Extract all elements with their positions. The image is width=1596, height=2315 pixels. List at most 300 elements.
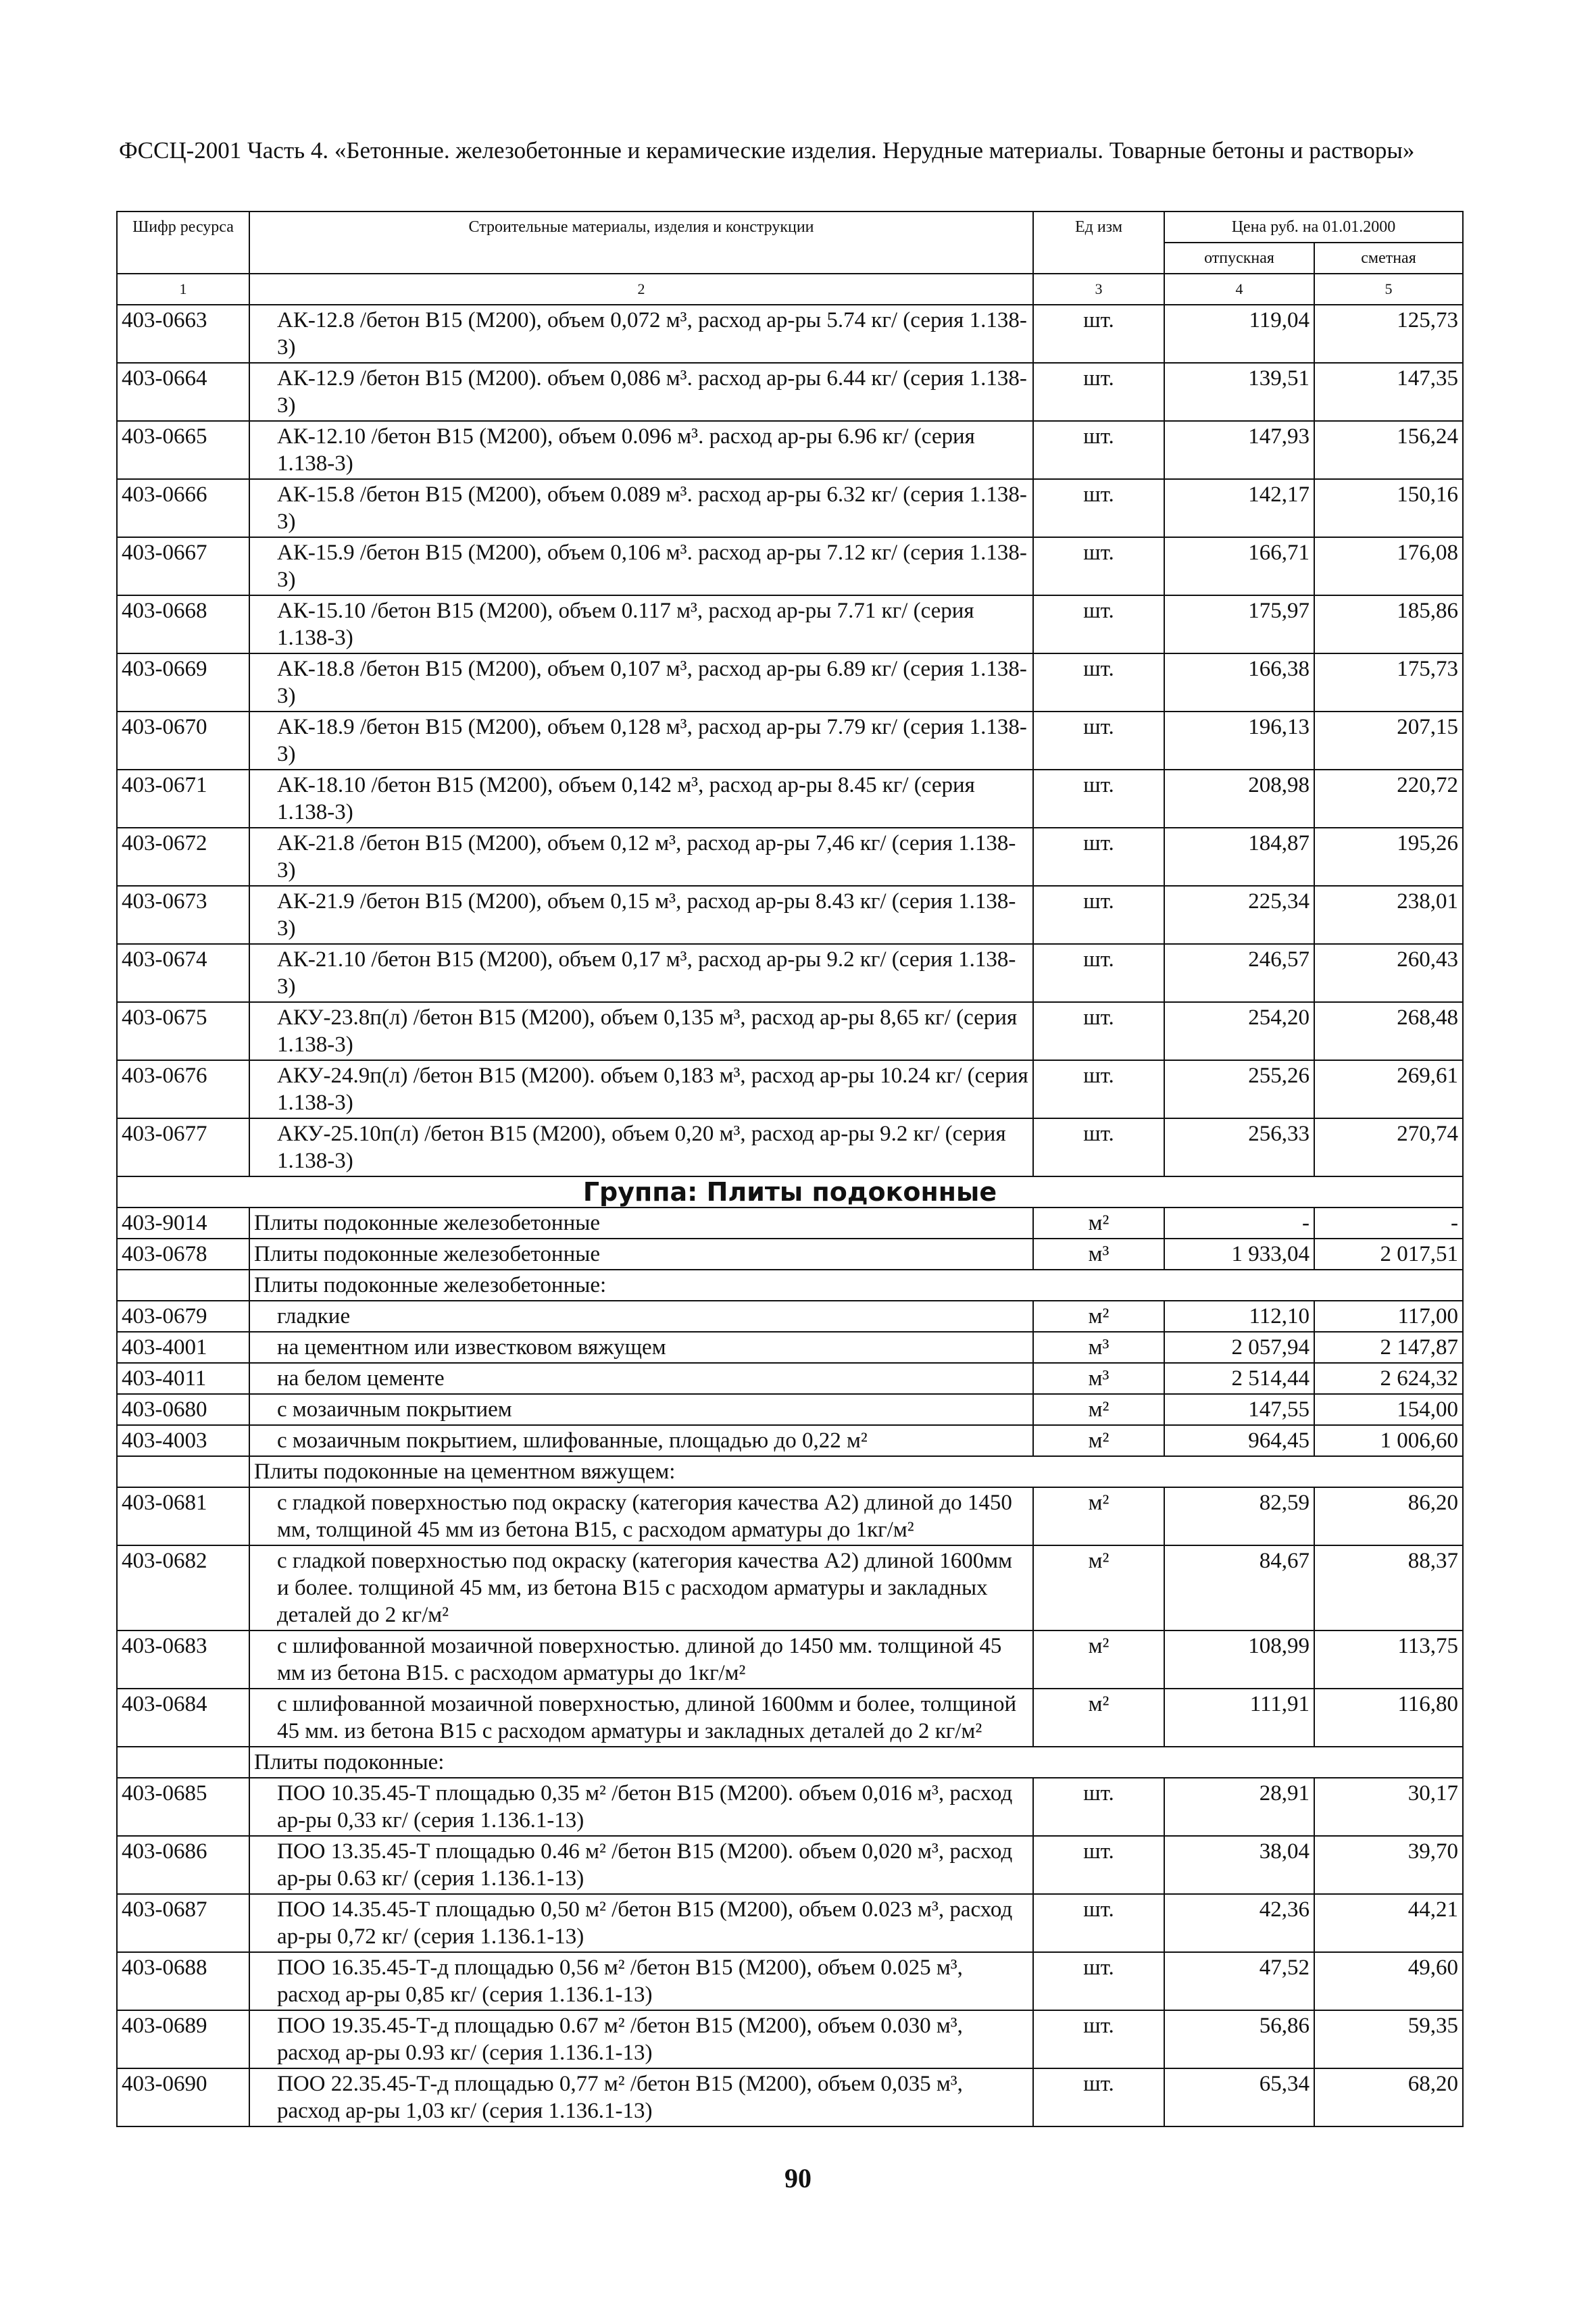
cell-name-text: с шлифованной мозаичной поверхностью, длиной 1600мм и более, толщиной 45 мм. из бетона В15 с расходом арматуры и закладных деталей до 2 кг/м²: [277, 1692, 1017, 1743]
table-row: [117, 1363, 1463, 1394]
cell-name-text: АК-18.8 /бетон В15 (М200), объем 0,107 м³, расход ар-ры 6.89 кг/ (серия 1.138-3): [277, 657, 1027, 708]
cell-release-price: [1164, 1060, 1314, 1118]
cell-estimate-price-text: 154,00: [1397, 1397, 1458, 1422]
cell-release-price: [1164, 1239, 1314, 1270]
cell-unit: [1033, 944, 1164, 1002]
cell-name: [249, 944, 1033, 1002]
cell-release-price-text: 47,52: [1259, 1956, 1310, 1980]
cell-release-price-text: 166,71: [1248, 541, 1310, 565]
cell-estimate-price: [1314, 1060, 1463, 1118]
cell-unit: [1033, 1631, 1164, 1689]
cell-release-price-text: 166,38: [1248, 657, 1310, 681]
cell-name: [249, 1778, 1033, 1836]
cell-code: [117, 1631, 249, 1689]
cell-code-text: 403-0687: [122, 1897, 207, 1922]
cell-estimate-price: [1314, 1363, 1463, 1394]
cell-unit-text: м²: [1088, 1634, 1109, 1658]
cell-release-price: [1164, 1208, 1314, 1239]
cell-release-price-text: 246,57: [1248, 947, 1310, 972]
cell-estimate-price: [1314, 1545, 1463, 1631]
cell-name-text: ПОО 22.35.45-Т-д площадью 0,77 м² /бетон В15 (М200), объем 0,035 м³, расход ар-ры 1,03 кг/ (серия 1.136.1-13): [277, 2072, 963, 2123]
table-row: [117, 1002, 1463, 1060]
cell-release-price: [1164, 1394, 1314, 1425]
table-row: [117, 1118, 1463, 1176]
cell-estimate-price-text: 238,01: [1397, 889, 1458, 914]
cell-unit-text: шт.: [1083, 308, 1114, 332]
cell-name: [249, 1118, 1033, 1176]
cell-release-price: [1164, 1332, 1314, 1363]
cell-name-text: АК-21.10 /бетон В15 (М200), объем 0,17 м³, расход ар-ры 9.2 кг/ (серия 1.138-3): [277, 947, 1016, 999]
cell-release-price-text: 147,93: [1248, 424, 1310, 449]
cell-unit: [1033, 1332, 1164, 1363]
cell-release-price-text: 65,34: [1259, 2072, 1310, 2096]
cell-code: [117, 1002, 249, 1060]
cell-name: [249, 1060, 1033, 1118]
cell-code-text: 403-0686: [122, 1839, 207, 1864]
cell-release-price: [1164, 1363, 1314, 1394]
table-row: [117, 1894, 1463, 1952]
cell-release-price: [1164, 479, 1314, 537]
col-number: 3: [1033, 274, 1164, 305]
cell-estimate-price: [1314, 1487, 1463, 1545]
table-row: [117, 1689, 1463, 1747]
cell-release-price: [1164, 1545, 1314, 1631]
cell-code: [117, 1118, 249, 1176]
cell-estimate-price: [1314, 1836, 1463, 1894]
cell-estimate-price: [1314, 2068, 1463, 2126]
cell-name: [249, 1301, 1033, 1332]
cell-code: [117, 1363, 249, 1394]
cell-code: [117, 712, 249, 770]
table-row: [117, 595, 1463, 653]
cell-release-price: [1164, 1689, 1314, 1747]
cell-estimate-price: [1314, 828, 1463, 886]
cell-unit-text: шт.: [1083, 831, 1114, 855]
cell-release-price-text: 84,67: [1259, 1549, 1310, 1573]
cell-code: [117, 1689, 249, 1747]
cell-unit: [1033, 828, 1164, 886]
cell-estimate-price-text: 117,00: [1397, 1304, 1458, 1328]
cell-unit-text: шт.: [1083, 947, 1114, 972]
empty-cell: [117, 1456, 249, 1487]
cell-name: [249, 305, 1033, 363]
table-row: [117, 653, 1463, 712]
cell-release-price-text: 28,91: [1259, 1781, 1310, 1806]
cell-code: [117, 537, 249, 595]
header-unit: Ед изм: [1033, 211, 1164, 274]
cell-code-text: 403-0666: [122, 482, 207, 507]
table-row: [117, 770, 1463, 828]
cell-unit-text: м²: [1088, 1397, 1109, 1422]
table-row: [117, 421, 1463, 479]
cell-unit-text: шт.: [1083, 1839, 1114, 1864]
cell-name: [249, 653, 1033, 712]
cell-code-text: 403-9014: [122, 1211, 207, 1235]
cell-name: [249, 1332, 1033, 1363]
cell-name-text: ПОО 16.35.45-Т-д площадью 0,56 м² /бетон В15 (М200), объем 0.025 м³, расход ар-ры 0,85 кг/ (серия 1.136.1-13): [277, 1956, 963, 2007]
table-row: [117, 828, 1463, 886]
cell-name-text: на цементном или известковом вяжущем: [277, 1335, 666, 1360]
cell-code: [117, 1545, 249, 1631]
cell-code: [117, 1301, 249, 1332]
cell-unit: [1033, 595, 1164, 653]
cell-unit-text: шт.: [1083, 1005, 1114, 1030]
cell-unit: [1033, 1002, 1164, 1060]
table-row: [117, 1545, 1463, 1631]
cell-estimate-price: [1314, 537, 1463, 595]
cell-name: [249, 537, 1033, 595]
cell-release-price: [1164, 1487, 1314, 1545]
cell-release-price: [1164, 1952, 1314, 2010]
cell-name: [249, 1894, 1033, 1952]
cell-estimate-price-text: -: [1451, 1211, 1458, 1235]
cell-name-text: АК-18.9 /бетон В15 (М200), объем 0,128 м³, расход ар-ры 7.79 кг/ (серия 1.138-3): [277, 715, 1027, 766]
cell-name: [249, 1425, 1033, 1456]
cell-code-text: 403-0672: [122, 831, 207, 855]
cell-name: [249, 421, 1033, 479]
cell-code-text: 403-0676: [122, 1064, 207, 1088]
cell-release-price: [1164, 363, 1314, 421]
cell-name-text: АК-21.8 /бетон В15 (М200), объем 0,12 м³, расход ар-ры 7,46 кг/ (серия 1.138-3): [277, 831, 1016, 882]
cell-unit: [1033, 1363, 1164, 1394]
cell-code-text: 403-0677: [122, 1122, 207, 1146]
cell-estimate-price-text: 269,61: [1397, 1064, 1458, 1088]
cell-release-price: [1164, 2010, 1314, 2068]
cell-estimate-price-text: 1 006,60: [1380, 1428, 1458, 1453]
cell-unit: [1033, 653, 1164, 712]
cell-unit: [1033, 1208, 1164, 1239]
cell-estimate-price: [1314, 1631, 1463, 1689]
cell-name-text: АК-15.9 /бетон В15 (М200), объем 0,106 м³. расход ар-ры 7.12 кг/ (серия 1.138-3): [277, 541, 1027, 592]
cell-unit-text: м²: [1088, 1491, 1109, 1515]
cell-release-price-text: -: [1302, 1211, 1310, 1235]
cell-release-price-text: 111,91: [1249, 1692, 1310, 1716]
cell-name-text: Плиты подоконные железобетонные: [254, 1211, 601, 1235]
cell-name-text: с шлифованной мозаичной поверхностью. длиной до 1450 мм. толщиной 45 мм из бетона В15. с расходом арматуры до 1кг/м²: [277, 1634, 1002, 1685]
cell-release-price-text: 196,13: [1248, 715, 1310, 739]
cell-code: [117, 2010, 249, 2068]
cell-unit: [1033, 770, 1164, 828]
cell-estimate-price-text: 39,70: [1407, 1839, 1458, 1864]
cell-unit-text: шт.: [1083, 599, 1114, 623]
cell-estimate-price: [1314, 944, 1463, 1002]
cell-unit: [1033, 479, 1164, 537]
cell-name: [249, 1208, 1033, 1239]
col-number: 1: [117, 274, 249, 305]
cell-unit: [1033, 1425, 1164, 1456]
cell-release-price-text: 112,10: [1249, 1304, 1310, 1328]
cell-estimate-price-text: 175,73: [1397, 657, 1458, 681]
cell-code: [117, 305, 249, 363]
cell-name-text: ПОО 19.35.45-Т-д площадью 0.67 м² /бетон В15 (М200), объем 0.030 м³, расход ар-ры 0.93 кг/ (серия 1.136.1-13): [277, 2014, 963, 2065]
cell-estimate-price: [1314, 363, 1463, 421]
cell-estimate-price-text: 2 017,51: [1380, 1242, 1458, 1266]
cell-release-price: [1164, 712, 1314, 770]
cell-release-price: [1164, 828, 1314, 886]
cell-release-price: [1164, 1118, 1314, 1176]
cell-code-text: 403-0669: [122, 657, 207, 681]
cell-name-text: АК-21.9 /бетон В15 (М200), объем 0,15 м³, расход ар-ры 8.43 кг/ (серия 1.138-3): [277, 889, 1016, 941]
cell-unit-text: шт.: [1083, 1122, 1114, 1146]
cell-estimate-price: [1314, 1894, 1463, 1952]
cell-release-price: [1164, 1425, 1314, 1456]
cell-name-text: ПОО 13.35.45-Т площадью 0.46 м² /бетон В15 (М200). объем 0,020 м³, расход ар-ры 0.63 кг/ (серия 1.136.1-13): [277, 1839, 1013, 1891]
cell-unit-text: м²: [1088, 1304, 1109, 1328]
cell-code-text: 403-0668: [122, 599, 207, 623]
cell-release-price: [1164, 653, 1314, 712]
page-number: 90: [784, 2163, 812, 2193]
cell-estimate-price-text: 270,74: [1397, 1122, 1458, 1146]
cell-unit: [1033, 1952, 1164, 2010]
cell-unit: [1033, 1894, 1164, 1952]
cell-release-price: [1164, 421, 1314, 479]
cell-code-text: 403-0670: [122, 715, 207, 739]
cell-release-price: [1164, 1836, 1314, 1894]
cell-unit: [1033, 1239, 1164, 1270]
cell-name: [249, 1363, 1033, 1394]
cell-estimate-price-text: 49,60: [1407, 1956, 1458, 1980]
cell-name-text: гладкие: [277, 1304, 351, 1328]
cell-unit-text: м²: [1088, 1211, 1109, 1235]
cell-estimate-price: [1314, 421, 1463, 479]
cell-name-text: с гладкой поверхностью под окраску (категория качества А2) длиной до 1450 мм, толщиной 45 мм из бетона В15, с расходом арматуры до 1кг/м²: [277, 1491, 1012, 1542]
cell-name: [249, 712, 1033, 770]
cell-code: [117, 886, 249, 944]
table-row: [117, 1778, 1463, 1836]
cell-unit: [1033, 421, 1164, 479]
col-number: 2: [249, 274, 1033, 305]
cell-release-price: [1164, 1631, 1314, 1689]
cell-code: [117, 421, 249, 479]
cell-name-text: АК-12.8 /бетон В15 (М200), объем 0,072 м³, расход ар-ры 5.74 кг/ (серия 1.138-3): [277, 308, 1027, 359]
cell-code-text: 403-0685: [122, 1781, 207, 1806]
cell-unit-text: шт.: [1083, 482, 1114, 507]
cell-estimate-price-text: 260,43: [1397, 947, 1458, 972]
table-row: [117, 1952, 1463, 2010]
table-section-poo: [117, 1778, 1463, 2126]
cell-code: [117, 653, 249, 712]
cell-name-text: АК-18.10 /бетон В15 (М200), объем 0,142 м³, расход ар-ры 8.45 кг/ (серия 1.138-3): [277, 773, 975, 824]
table-row: [117, 1425, 1463, 1456]
cell-estimate-price: [1314, 1332, 1463, 1363]
cell-release-price-text: 108,99: [1248, 1634, 1310, 1658]
cell-release-price-text: 82,59: [1259, 1491, 1310, 1515]
cell-estimate-price-text: 147,35: [1397, 366, 1458, 391]
table-row: [117, 1208, 1463, 1239]
empty-cell: [117, 1747, 249, 1778]
cell-unit: [1033, 305, 1164, 363]
table-section-plates: [117, 1208, 1463, 1270]
cell-name: [249, 770, 1033, 828]
cell-unit: [1033, 1836, 1164, 1894]
cell-estimate-price: [1314, 1301, 1463, 1332]
cell-code-text: 403-0665: [122, 424, 207, 449]
cell-code-text: 403-0667: [122, 541, 207, 565]
cell-estimate-price: [1314, 886, 1463, 944]
cell-estimate-price-text: 113,75: [1397, 1634, 1458, 1658]
cell-estimate-price-text: 125,73: [1397, 308, 1458, 332]
cell-code: [117, 770, 249, 828]
cell-code-text: 403-4003: [122, 1428, 207, 1453]
cell-name: [249, 1394, 1033, 1425]
cell-name-text: Плиты подоконные железобетонные: [254, 1242, 601, 1266]
cell-estimate-price: [1314, 479, 1463, 537]
cell-code-text: 403-0681: [122, 1491, 207, 1515]
cell-release-price-text: 56,86: [1259, 2014, 1310, 2038]
cell-release-price: [1164, 305, 1314, 363]
cell-estimate-price-text: 30,17: [1407, 1781, 1458, 1806]
table-row: [117, 2010, 1463, 2068]
subheading: Плиты подоконные железобетонные:: [249, 1270, 1463, 1301]
table-section-plates-cement: [117, 1487, 1463, 1747]
cell-unit-text: шт.: [1083, 657, 1114, 681]
cell-name: [249, 1487, 1033, 1545]
cell-unit-text: м²: [1088, 1692, 1109, 1716]
table-row: [117, 363, 1463, 421]
cell-release-price-text: 38,04: [1259, 1839, 1310, 1864]
cell-unit: [1033, 1060, 1164, 1118]
cell-unit: [1033, 537, 1164, 595]
group-title: Группа: Плиты подоконные: [117, 1176, 1463, 1208]
header-price: Цена руб. на 01.01.2000: [1164, 211, 1463, 243]
cell-estimate-price-text: 116,80: [1397, 1692, 1458, 1716]
cell-estimate-price: [1314, 1002, 1463, 1060]
cell-name: [249, 2068, 1033, 2126]
cell-release-price-text: 254,20: [1248, 1005, 1310, 1030]
cell-estimate-price: [1314, 1689, 1463, 1747]
cell-name: [249, 1002, 1033, 1060]
cell-unit-text: м³: [1088, 1242, 1109, 1266]
cell-unit: [1033, 363, 1164, 421]
cell-name-text: с гладкой поверхностью под окраску (категория качества А2) длиной 1600мм и более. толщиной 45 мм, из бетона В15 с расходом арматуры и закладных деталей до 2 кг/м²: [277, 1549, 1013, 1627]
cell-estimate-price: [1314, 2010, 1463, 2068]
cell-code-text: 403-0673: [122, 889, 207, 914]
cell-name-text: ПОО 10.35.45-Т площадью 0,35 м² /бетон В15 (М200). объем 0,016 м³, расход ар-ры 0,33 кг/ (серия 1.136.1-13): [277, 1781, 1013, 1833]
cell-code-text: 403-0689: [122, 2014, 207, 2038]
cell-unit: [1033, 1545, 1164, 1631]
cell-code: [117, 1208, 249, 1239]
cell-name-text: АК-15.8 /бетон В15 (М200), объем 0.089 м³. расход ар-ры 6.32 кг/ (серия 1.138-3): [277, 482, 1027, 534]
cell-estimate-price-text: 68,20: [1407, 2072, 1458, 2096]
cell-code: [117, 2068, 249, 2126]
cell-code: [117, 1778, 249, 1836]
cell-release-price: [1164, 1002, 1314, 1060]
cell-release-price-text: 184,87: [1248, 831, 1310, 855]
cell-estimate-price: [1314, 712, 1463, 770]
cell-unit-text: м³: [1088, 1366, 1109, 1391]
cell-name: [249, 1836, 1033, 1894]
cell-unit-text: шт.: [1083, 1064, 1114, 1088]
cell-code-text: 403-0680: [122, 1397, 207, 1422]
table-row: [117, 1332, 1463, 1363]
cell-code: [117, 1060, 249, 1118]
cell-unit-text: шт.: [1083, 889, 1114, 914]
header-code: Шифр ресурса: [117, 211, 249, 274]
cell-unit-text: шт.: [1083, 2014, 1114, 2038]
cell-estimate-price-text: 59,35: [1407, 2014, 1458, 2038]
cell-estimate-price-text: 176,08: [1397, 541, 1458, 565]
cell-release-price-text: 256,33: [1248, 1122, 1310, 1146]
cell-estimate-price: [1314, 305, 1463, 363]
cell-estimate-price-text: 2 624,32: [1380, 1366, 1458, 1391]
cell-estimate-price-text: 2 147,87: [1380, 1335, 1458, 1360]
cell-name-text: АК-12.10 /бетон В15 (М200), объем 0.096 м³. расход ар-ры 6.96 кг/ (серия 1.138-3): [277, 424, 975, 476]
cell-release-price-text: 1 933,04: [1231, 1242, 1310, 1266]
cell-release-price-text: 964,45: [1248, 1428, 1310, 1453]
table-row: [117, 1060, 1463, 1118]
cell-estimate-price-text: 220,72: [1397, 773, 1458, 797]
cell-name: [249, 828, 1033, 886]
cell-release-price: [1164, 770, 1314, 828]
table-row: [117, 944, 1463, 1002]
cell-release-price-text: 142,17: [1248, 482, 1310, 507]
table-row: [117, 305, 1463, 363]
table-row: [117, 1394, 1463, 1425]
cell-code: [117, 363, 249, 421]
subheading: Плиты подоконные:: [249, 1747, 1463, 1778]
cell-release-price-text: 119,04: [1249, 308, 1310, 332]
cell-code-text: 403-0674: [122, 947, 207, 972]
cell-unit-text: м²: [1088, 1428, 1109, 1453]
cell-release-price: [1164, 1894, 1314, 1952]
cell-name: [249, 363, 1033, 421]
cell-estimate-price-text: 268,48: [1397, 1005, 1458, 1030]
cell-estimate-price: [1314, 1118, 1463, 1176]
cell-release-price-text: 225,34: [1248, 889, 1310, 914]
cell-unit-text: шт.: [1083, 424, 1114, 449]
cell-estimate-price: [1314, 1208, 1463, 1239]
cell-code: [117, 1894, 249, 1952]
cell-unit-text: шт.: [1083, 773, 1114, 797]
cell-release-price-text: 42,36: [1259, 1897, 1310, 1922]
cell-name-text: АКУ-25.10п(л) /бетон В15 (М200), объем 0,20 м³, расход ар-ры 9.2 кг/ (серия 1.138-3): [277, 1122, 1006, 1173]
cell-release-price-text: 175,97: [1248, 599, 1310, 623]
table-row: [117, 1631, 1463, 1689]
cell-unit: [1033, 1118, 1164, 1176]
cell-release-price: [1164, 1301, 1314, 1332]
cell-name: [249, 1631, 1033, 1689]
cell-name-text: АКУ-24.9п(л) /бетон В15 (М200). объем 0,183 м³, расход ар-ры 10.24 кг/ (серия 1.138-3): [277, 1064, 1028, 1115]
cell-code: [117, 1836, 249, 1894]
cell-estimate-price-text: 150,16: [1397, 482, 1458, 507]
cell-estimate-price-text: 185,86: [1397, 599, 1458, 623]
table-section-ak: [117, 305, 1463, 1176]
cell-code-text: 403-0663: [122, 308, 207, 332]
cell-estimate-price-text: 86,20: [1407, 1491, 1458, 1515]
cell-release-price-text: 147,55: [1248, 1397, 1310, 1422]
cell-release-price-text: 255,26: [1248, 1064, 1310, 1088]
cell-name-text: ПОО 14.35.45-Т площадью 0,50 м² /бетон В15 (М200), объем 0.023 м³, расход ар-ры 0,72 кг/ (серия 1.136.1-13): [277, 1897, 1013, 1949]
cell-estimate-price-text: 156,24: [1397, 424, 1458, 449]
cell-release-price-text: 2 514,44: [1231, 1366, 1310, 1391]
cell-code-text: 403-0683: [122, 1634, 207, 1658]
cell-unit-text: м³: [1088, 1335, 1109, 1360]
cell-estimate-price-text: 88,37: [1407, 1549, 1458, 1573]
cell-estimate-price: [1314, 1239, 1463, 1270]
subheading: Плиты подоконные на цементном вяжущем:: [249, 1456, 1463, 1487]
cell-estimate-price: [1314, 595, 1463, 653]
cell-unit-text: шт.: [1083, 2072, 1114, 2096]
table-row: [117, 712, 1463, 770]
table-row: [117, 1301, 1463, 1332]
col-number: 5: [1314, 274, 1463, 305]
cell-unit: [1033, 712, 1164, 770]
cell-release-price: [1164, 944, 1314, 1002]
cell-name: [249, 595, 1033, 653]
cell-code-text: 403-0688: [122, 1956, 207, 1980]
cell-unit-text: шт.: [1083, 1897, 1114, 1922]
cell-code: [117, 1952, 249, 2010]
